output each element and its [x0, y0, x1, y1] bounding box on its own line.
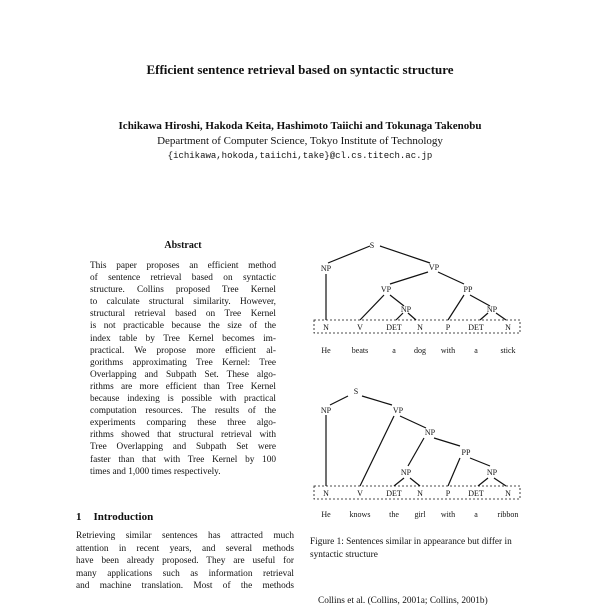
syntax-tree-figure — [300, 236, 540, 526]
section-heading — [76, 511, 153, 523]
tree2-word: with — [440, 510, 456, 519]
section-title: Introduction — [93, 511, 154, 523]
tree1-node-vp: VP — [428, 263, 440, 272]
abstract-line: gorithms approximating Tree Kernel: Tree — [90, 357, 276, 368]
tree2-node-np: NP — [320, 406, 332, 415]
tree2-node-np-pp: NP — [486, 468, 498, 477]
tree2-node-np-inner: NP — [400, 468, 412, 477]
tree1-pos: DET — [386, 323, 402, 332]
tree2-edges — [326, 396, 506, 486]
tree1-pos: N — [417, 323, 423, 332]
abstract-line: is not practicable because the size of the — [90, 321, 276, 332]
abstract-line: of sentence retrieval based on syntactic — [90, 273, 276, 284]
abstract-line: structure. Collins proposed Tree Kernel — [90, 285, 276, 296]
tree2-word: He — [321, 510, 331, 519]
abstract-line: rithms showed that structural retrieval with — [90, 430, 276, 441]
tree1-pos: DET — [468, 323, 484, 332]
tree2-word: girl — [414, 510, 426, 519]
abstract-line: practical. We propose more efficient al- — [90, 345, 276, 356]
tree1-word: a — [392, 346, 396, 355]
tree1-node-pp: PP — [463, 285, 473, 294]
tree1-edges — [326, 246, 506, 320]
tree1-word: a — [474, 346, 478, 355]
abstract-line: structural retrieval based on Tree Kernel — [90, 309, 276, 320]
tree1-node-np: NP — [320, 264, 332, 273]
abstract-line: because indexing is possible with practical — [90, 394, 276, 405]
abstract-line: faster than that with Tree Kernel by 100 — [90, 454, 276, 465]
abstract-line: index table by Tree Kernel becomes im- — [90, 333, 276, 344]
tree1-node-vp-inner: VP — [380, 285, 392, 294]
abstract-line: experiments comparing these three algo- — [90, 418, 276, 429]
tree1-word: dog — [414, 346, 426, 355]
tree2-node-s: S — [353, 387, 359, 396]
tree2-pos: DET — [386, 489, 402, 498]
abstract-line: to calculate structural similarity. However, — [90, 297, 276, 308]
tree2-pos: N — [323, 489, 329, 498]
tree2-word: knows — [349, 510, 371, 519]
section-number: 1 — [76, 511, 82, 523]
tree2-pos: N — [417, 489, 423, 498]
tree2-pos: DET — [468, 489, 484, 498]
tree1-pos: N — [323, 323, 329, 332]
tree1-word: beats — [351, 346, 369, 355]
abstract-body — [90, 260, 276, 478]
abstract-line: rithms are more efficient than Tree Kernel — [90, 381, 276, 392]
tree1-pos: P — [445, 323, 451, 332]
introduction-line: attention in recent years, and several methods — [76, 543, 294, 554]
tree1-node-s: S — [369, 241, 375, 250]
tree2-word: ribbon — [497, 510, 519, 519]
introduction-body — [76, 530, 294, 593]
tree2-pos: V — [357, 489, 363, 498]
introduction-line: and machine translation. Most of the methods — [76, 581, 294, 592]
tree2-node-vp: VP — [392, 406, 404, 415]
tree1-pos: N — [505, 323, 511, 332]
email-addresses: {ichikawa,hokoda,taiichi,take}@cl.cs.titech.ac.jp — [167, 151, 433, 161]
tree1-word: stick — [500, 346, 516, 355]
tree2-pos: N — [505, 489, 511, 498]
tree2-pos: P — [445, 489, 451, 498]
tree1-node-np-pp: NP — [486, 305, 498, 314]
tree1-word: He — [321, 346, 331, 355]
abstract-heading: Abstract — [164, 240, 202, 251]
abstract-line: Tree Overlapping and Subpath Set were — [90, 442, 276, 453]
abstract-line: computation resources. The results of the — [90, 406, 276, 417]
tree1-pos: V — [357, 323, 363, 332]
tree1-word: with — [440, 346, 456, 355]
affiliation: Department of Computer Science, Tokyo Institute of Technology — [157, 135, 443, 147]
introduction-line: many applications such as information retrieval — [76, 568, 294, 579]
right-column-text: Collins et al. (Collins, 2001a; Collins, 2001b) — [318, 596, 488, 606]
introduction-line: Retrieving similar sentences has attracted much — [76, 531, 294, 541]
tree2-word: the — [389, 510, 399, 519]
tree2-node-np-object: NP — [424, 428, 436, 437]
paper-title: Efficient sentence retrieval based on syntactic structure — [146, 62, 454, 77]
tree2-word: a — [474, 510, 478, 519]
tree2-node-pp: PP — [461, 448, 471, 457]
author-list: Ichikawa Hiroshi, Hakoda Keita, Hashimoto Taiichi and Tokunaga Takenobu — [118, 120, 482, 132]
abstract-line: Overlapping and Subpath Set. These algo- — [90, 369, 276, 380]
abstract-line: This paper proposes an efficient method — [90, 261, 276, 271]
abstract-line: times and 1,000 times respectively. — [90, 466, 221, 477]
introduction-line: have been already proposed. They are useful for — [76, 556, 294, 567]
figure-caption: Figure 1: Sentences similar in appearance but differ in syntactic structure — [310, 537, 512, 560]
tree1-node-np-object: NP — [400, 305, 412, 314]
